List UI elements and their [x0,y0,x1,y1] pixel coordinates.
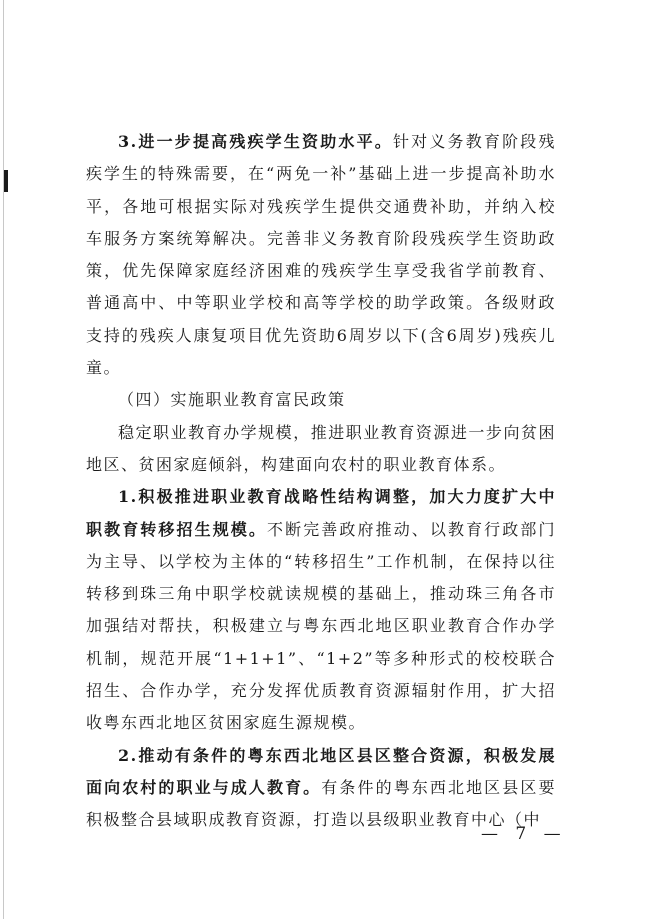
document-body [86,126,556,837]
paragraph-vocational-restructure [86,481,556,739]
binding-edge-mark [4,170,8,192]
paragraph-text: 针对义务教育阶段残疾学生的特殊需要，在“两免一补”基础上进一步提高补助水平，各地可根据实际对残疾学生提供交通费补助，并纳入校车服务方案统筹解决。完善非义务教育阶段残疾学生资助政策，优先保障家庭经济困难的残疾学生享受我省学前教育、普通高中、中等职业学校和高等学校的助学政策。各级财政支持的残疾人康复项目优先资助6周岁以下(含6周岁)残疾儿童。 [86,132,556,378]
binding-edge-line [3,0,4,919]
paragraph-lead-bold: 3.进一步提高残疾学生资助水平。 [118,132,393,151]
paragraph-text: 不断完善政府推动、以教育行政部门为主导、以学校为主体的“转移招生”工作机制，在保持以往转移到珠三角中职学校就读规模的基础上，推动珠三角各市加强结对帮扶，积极建立与粤东西北地区职业教育合作办学机制，规范开展“1+1+1”、“1+2”等多种形式的校校联合招生、合作办学，充分发挥优质教育资源辐射作用，扩大招收粤东西北地区贫困家庭生源规模。 [86,519,556,733]
paragraph-disabled-student-aid [86,126,556,384]
paragraph-text: 有条件的粤东西北地区县区要积极整合县域职成教育资源，打造以县级职业教育中心（中 [86,777,556,830]
paragraph-vocational-intro [86,417,556,482]
section-heading: （四）实施职业教育富民政策 [118,390,346,410]
page-number: — 7 — [481,824,567,844]
paragraph-text: 稳定职业教育办学规模，推进职业教育资源进一步向贫困地区、贫困家庭倾斜，构建面向农村的职业教育体系。 [86,422,556,474]
paragraph-lead-bold: 1.积极推进职业教育战略性结构调整，加大力度扩大中职教育转移招生规模。 [86,487,556,539]
paragraph-resource-integration [86,740,556,837]
paragraph-lead-bold: 2.推动有条件的粤东西北地区县区整合资源，积极发展面向农村的职业与成人教育。 [86,745,556,797]
